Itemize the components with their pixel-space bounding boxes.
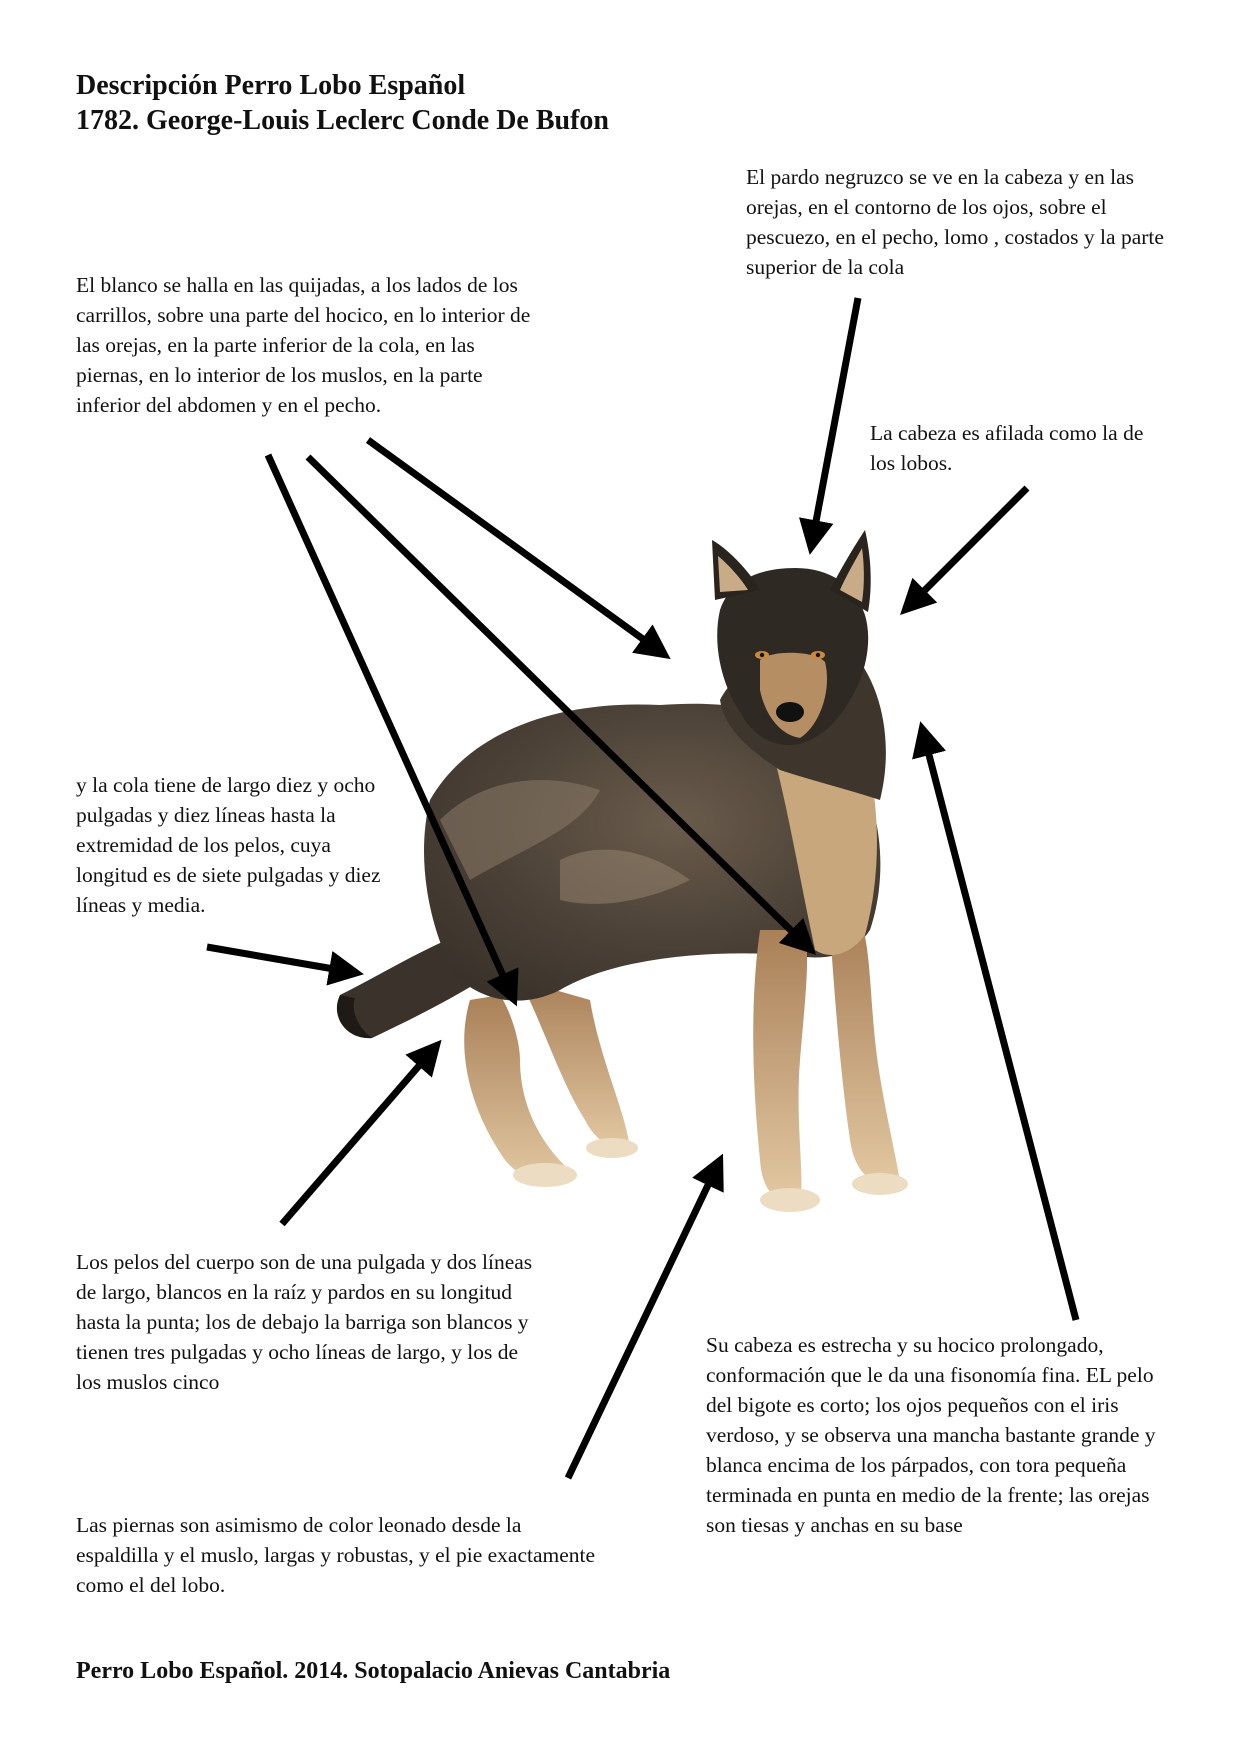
note-tail: y la cola tiene de largo diez y ocho pulgadas y diez líneas hasta la extremidad de los pelos, cuya longitud es de siete pulgadas y diez líneas y media. — [76, 773, 381, 917]
arrow-white-to-back — [368, 440, 665, 655]
dog-figure — [337, 530, 908, 1212]
note-face: Su cabeza es estrecha y su hocico prolongado, conformación que le da una fisonomía fina. EL pelo del bigote es corto; los ojos pequeños con el iris verdoso, y se observa una mancha bastante grande y blanca encima de los párpados, con tora pequeña terminada en punta en medio de la frente; las orejas son tiesas y anchas en su base — [706, 1333, 1156, 1537]
note-white-coloring: El blanco se halla en las quijadas, a los lados de los carrillos, sobre una parte del hocico, en lo interior de las orejas, en la parte inferior de la cola, en las piernas, en lo interior de los muslos, en la parte inferior del abdomen y en el pecho. — [76, 273, 531, 417]
dog-nose — [776, 702, 804, 722]
dog-front-leg-left — [753, 930, 807, 1201]
note-body-hair: Los pelos del cuerpo son de una pulgada y dos líneas de largo, blancos en la raíz y pardos en su longitud hasta la punta; los de debajo la barriga son blancos y tienen tres pulgadas y ocho líneas de largo, y los de los muslos cinco — [76, 1250, 533, 1394]
note-legs: Las piernas son asimismo de color leonado desde la espaldilla y el muslo, largas y robustas, y el pie exactamente como el del lobo. — [76, 1513, 596, 1597]
arrow-face-to-head — [922, 728, 1076, 1320]
note-head-shape: La cabeza es afilada como la de los lobos. — [870, 421, 1144, 475]
arrow-tail — [207, 947, 357, 973]
note-dark-brown-coloring: El pardo negruzco se ve en la cabeza y en las orejas, en el contorno de los ojos, sobre el pescuezo, en el pecho, lomo , costados y la parte superior de la cola — [746, 165, 1164, 279]
arrow-legs-to-frontleg — [568, 1160, 720, 1478]
title-line-1: Descripción Perro Lobo Español — [76, 70, 466, 101]
arrow-hair-to-hindleg — [282, 1045, 437, 1224]
arrow-dark-to-ear — [811, 298, 858, 548]
dog-hind-leg-front — [520, 980, 630, 1148]
title-line-2: 1782. George-Louis Leclerc Conde De Bufon — [76, 105, 609, 136]
footer-caption: Perro Lobo Español. 2014. Sotopalacio Anievas Cantabria — [76, 1658, 671, 1684]
dog-front-leg-right — [830, 925, 900, 1184]
arrow-headshape-to-head — [905, 488, 1027, 610]
